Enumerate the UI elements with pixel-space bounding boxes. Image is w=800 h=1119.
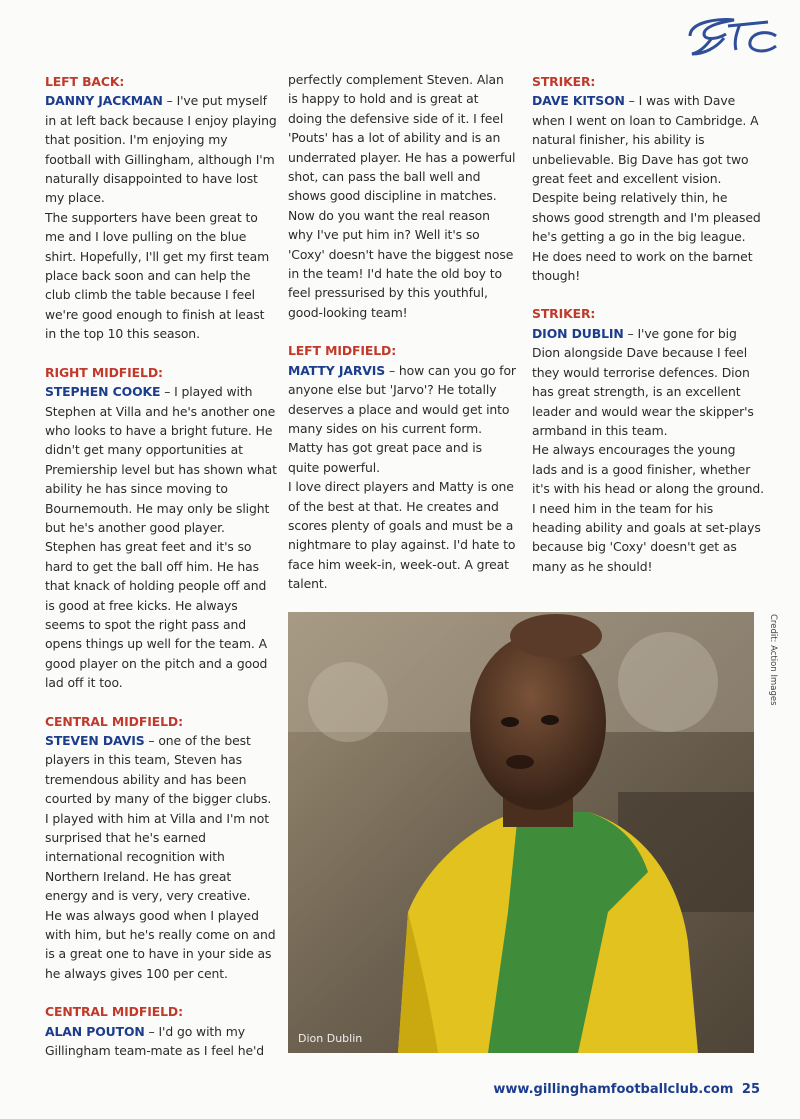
position-heading: RIGHT MIDFIELD: (45, 364, 163, 380)
paragraph: perfectly complement Steven. Alan is happy to hold and is great at doing the defensive side of it. I feel 'Pouts' has a lot of ability and is an underrated player. He has a powerful shot, can pass the ball well and shows good discipline in matches. (288, 72, 516, 204)
photo-credit (766, 612, 780, 732)
paragraph: I love direct players and Matty is one of the best at that. He creates and scores plenty of goals and must be a nightmare to play against. I'd hate to face him week-in, week-out. A great talent. (288, 479, 516, 592)
position-heading: STRIKER: (532, 306, 596, 322)
player-striker-1 (532, 72, 764, 285)
paragraph: Now do you want the real reason why I've put him in? Well it's so 'Coxy' doesn't have the biggest nose in the team! I'd hate the old boy to feel pressurised by this youthful, good-looking team! (288, 207, 514, 320)
player-central-midfield-1 (45, 712, 277, 984)
player-photo (288, 612, 754, 1053)
player-name: DION DUBLIN (532, 325, 624, 341)
paragraph (288, 361, 516, 477)
page-number: 25 (741, 1082, 760, 1097)
position-heading: LEFT BACK: (45, 74, 125, 89)
player-central-midfield-2 (45, 1002, 277, 1060)
position-heading: CENTRAL MIDFIELD: (45, 1004, 183, 1020)
paragraph: Despite being relatively thin, he shows good strength and I'm pleased he's getting a go in the big league. He does need to work on the barnet though! (532, 190, 761, 284)
player-left-midfield (288, 341, 516, 593)
continuation-text (288, 70, 516, 322)
column-3 (532, 68, 764, 595)
paragraph: The supporters have been great to me and I love pulling on the blue shirt. Hopefully, I'll get my first team place back soon and can help the club climb the table because I feel we're good enough to finish at least in the top 10 this season. (45, 209, 270, 342)
player-name: STEVEN DAVIS (45, 733, 145, 748)
paragraph (45, 91, 277, 207)
position-heading: CENTRAL MIDFIELD: (45, 713, 183, 729)
paragraph-text: – I've put myself in at left back because I enjoy playing that position. I'm enjoying my football with Gillingham, although I'm naturally disappointed to have lost my place. (45, 93, 277, 206)
paragraph-text: – I was with Dave when I went on loan to Cambridge. A natural finisher, his ability is unbelievable. Big Dave has got two great feet and excellent vision. (532, 93, 759, 187)
paragraph (532, 324, 764, 440)
player-name: MATTY JARVIS (288, 362, 386, 378)
paragraph (45, 731, 277, 906)
player-name: ALAN POUTON (45, 1023, 145, 1039)
paragraph: Stephen has great feet and it's so hard to get the ball off him. He has that knack of holding people off and is good at free kicks. He always seems to spot the right pass and opens things up well for the team. A good player on the pitch and a good lad off it too. (45, 539, 268, 691)
position-heading: LEFT MIDFIELD: (288, 343, 397, 359)
paragraph-text: – I played with Stephen at Villa and he's another one who looks to have a bright future. He didn't get many opportunities at Premiership level but has shown what ability he has since moving to Bournemouth. He may only be slight but he's another good player. (45, 384, 277, 535)
paragraph-text: – I'd go with my Gillingham team-mate as I feel he'd (45, 1023, 265, 1059)
paragraph: He was always good when I played with him, but he's really come on and is a great one to have in your side as he always gives 100 per cent. (45, 907, 276, 981)
player-name: DAVE KITSON (532, 93, 625, 109)
paragraph-text: – how can you go for anyone else but 'Jarvo'? He totally deserves a place and would get into many sides on his current form. Matty has got great pace and is quite powerful. (288, 362, 516, 475)
player-left-back (45, 72, 277, 344)
paragraph (532, 91, 764, 188)
paragraph-text: – one of the best players in this team, Steven has tremendous ability and has been courted by many of the bigger clubs. I played with him at Villa and I'm not surprised that he's earned international recognition with Northern Ireland. He has great energy and is very, very creative. (45, 733, 272, 904)
paragraph: I need him in the team for his heading ability and goals at set-plays because big 'Coxy' doesn't get as many as he should! (532, 500, 761, 574)
column-2 (288, 70, 516, 613)
paragraph: He always encourages the young lads and is a good finisher, whether it's with his head or along the ground. (532, 442, 764, 497)
player-striker-2 (532, 304, 764, 576)
club-logo (682, 12, 782, 58)
photo-credit-text: Credit: Action Images (768, 614, 778, 706)
website-url[interactable]: www.gillinghamfootballclub.com (493, 1082, 734, 1097)
player-name: STEPHEN COOKE (45, 384, 161, 400)
position-heading: STRIKER: (532, 74, 596, 89)
player-right-midfield (45, 363, 277, 693)
player-name: DANNY JACKMAN (45, 93, 163, 109)
paragraph-text: – I've gone for big Dion alongside Dave because I feel they would terrorise defences. Dion has great strength, is an excellent leader and would wear the skipper's armband in this team. (532, 325, 754, 438)
photo-caption: Dion Dublin (298, 1032, 363, 1045)
column-1 (45, 68, 277, 1080)
paragraph (45, 382, 277, 537)
paragraph (45, 1022, 277, 1061)
page-footer (493, 1082, 760, 1097)
